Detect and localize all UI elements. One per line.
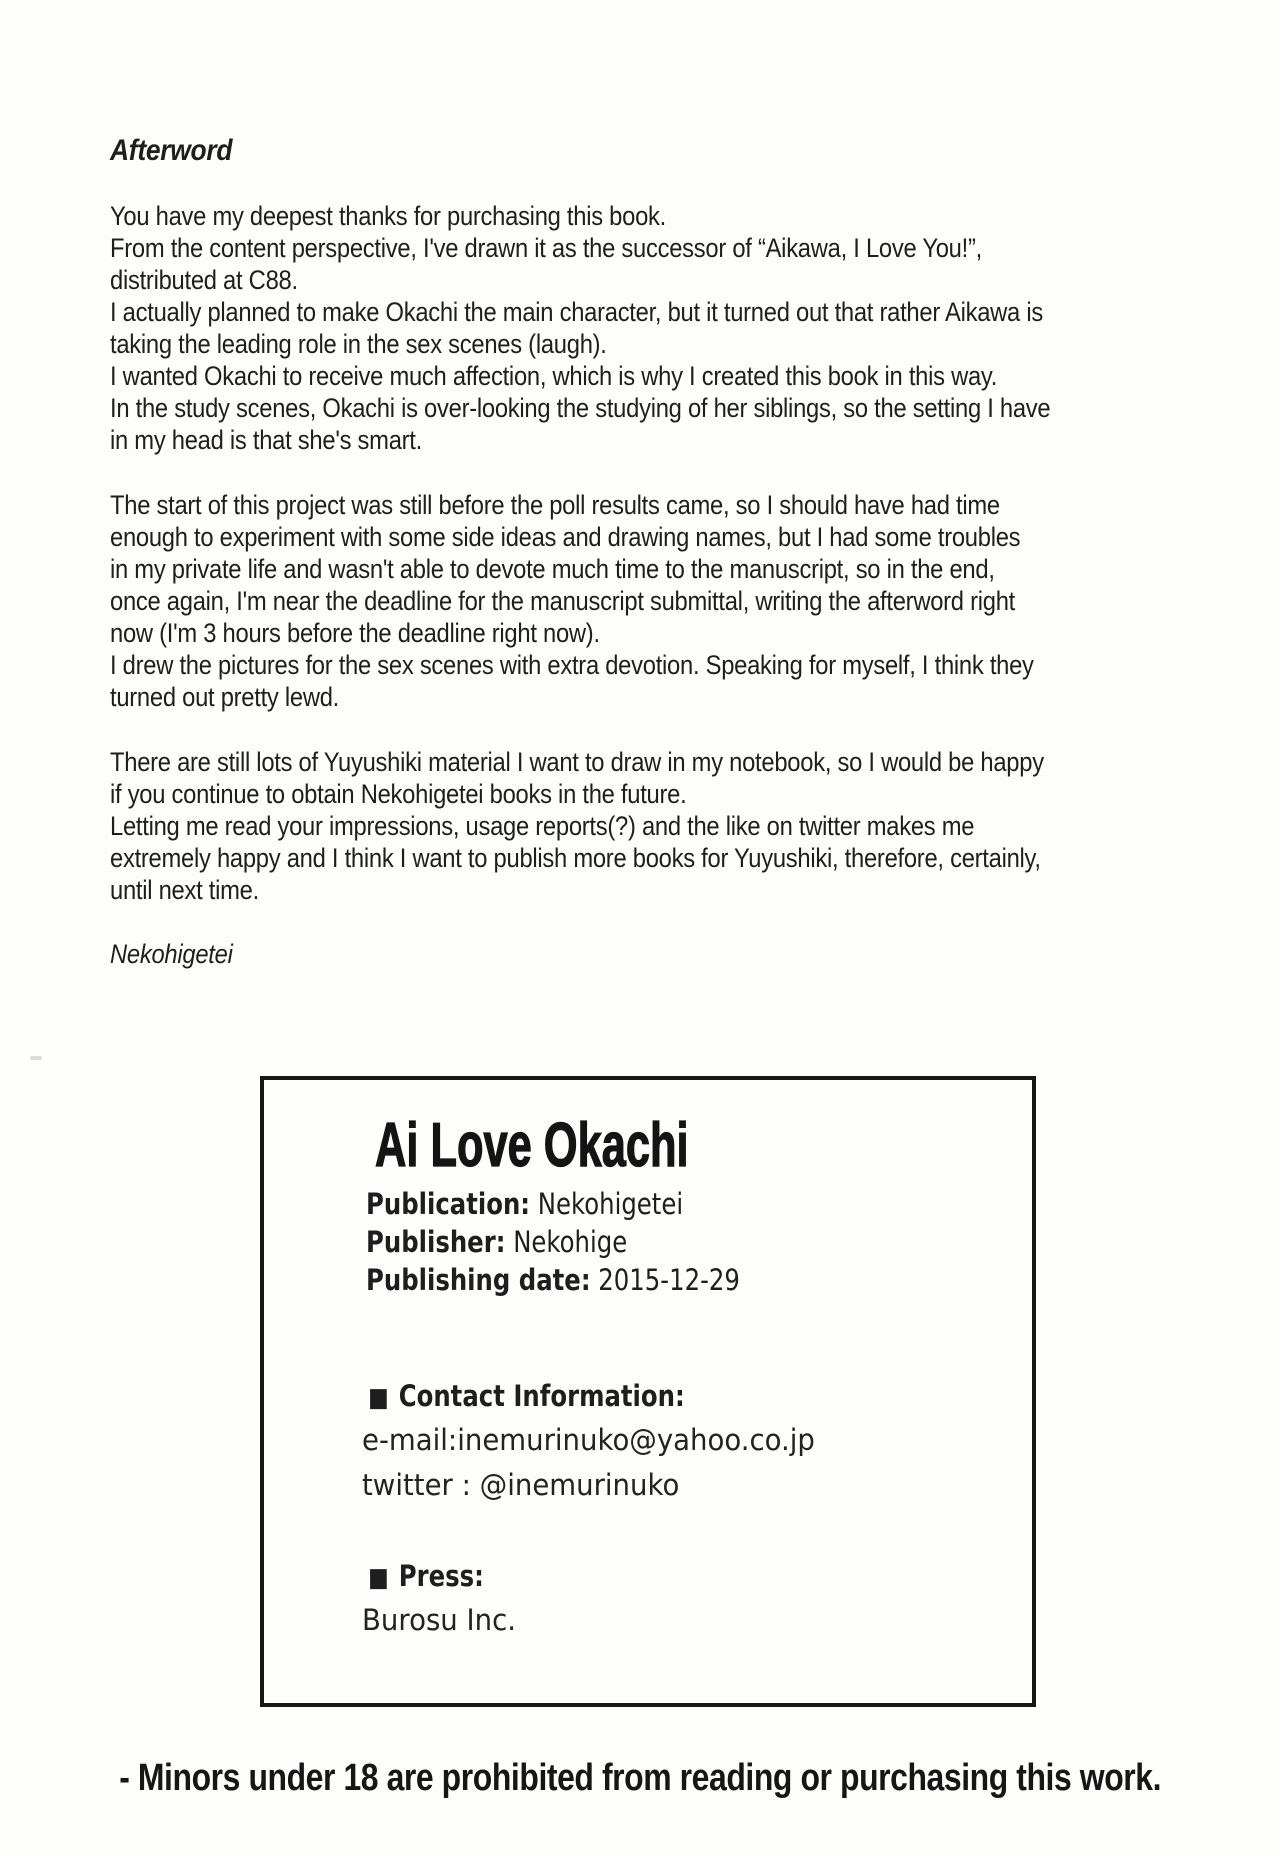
publication-label: Publication: [366, 1187, 531, 1221]
book-title: Ai Love Okachi [375, 1111, 689, 1180]
publisher-field [366, 1223, 1004, 1261]
text-line: You have my deepest thanks for purchasing this book. [110, 201, 666, 231]
text-line: I wanted Okachi to receive much affection, which is why I created this book in this way. [110, 361, 998, 391]
paragraph-2 [110, 489, 1219, 713]
text-line: now (I'm 3 hours before the deadline right now). [110, 618, 600, 648]
text-line: taking the leading role in the sex scenes (laugh). [110, 329, 607, 359]
press-heading-label: Press: [398, 1559, 484, 1593]
text-line: if you continue to obtain Nekohigetei books in the future. [110, 779, 687, 809]
paragraph-3 [110, 746, 1219, 906]
bullet-square-icon: ■ [368, 1563, 389, 1593]
publisher-label: Publisher: [366, 1225, 506, 1259]
author-signature: Nekohigetei [110, 939, 233, 969]
afterword-section [110, 135, 1219, 970]
twitter-line: twitter : @inemurinuko [362, 1468, 680, 1502]
publishing-date-value: 2015-12-29 [590, 1263, 740, 1297]
text-line: enough to experiment with some side ideas and drawing names, but I had some troubles [110, 522, 1021, 552]
scan-artifact [30, 1056, 42, 1060]
text-line: The start of this project was still before the poll results came, so I should have had time [110, 490, 1000, 520]
contact-heading [368, 1379, 1006, 1415]
text-line: In the study scenes, Okachi is over-looking the studying of her siblings, so the setting I have [110, 393, 1051, 423]
afterword-heading: Afterword [110, 134, 233, 167]
publication-value: Nekohigetei [530, 1187, 684, 1221]
text-line: once again, I'm near the deadline for the manuscript submittal, writing the afterword right [110, 586, 1015, 616]
text-line: I drew the pictures for the sex scenes with extra devotion. Speaking for myself, I think they [110, 650, 1034, 680]
paragraph-1 [110, 200, 1219, 456]
publication-field [366, 1185, 1004, 1223]
publishing-date-field [366, 1261, 1004, 1299]
footer-notice [0, 1758, 1280, 1798]
publisher-value: Nekohige [505, 1225, 628, 1259]
colophon-box [260, 1076, 1036, 1707]
text-line: distributed at C88. [110, 265, 298, 295]
text-line: until next time. [110, 875, 259, 905]
text-line: in my head is that she's smart. [110, 425, 422, 455]
text-line: I actually planned to make Okachi the main character, but it turned out that rather Aikawa is [110, 297, 1043, 327]
text-line: From the content perspective, I've drawn it as the successor of “Aikawa, I Love You!”, [110, 233, 982, 263]
text-line: extremely happy and I think I want to publish more books for Yuyushiki, therefore, certainly, [110, 843, 1041, 873]
email-line: e-mail:inemurinuko@yahoo.co.jp [362, 1423, 815, 1457]
text-line: in my private life and wasn't able to devote much time to the manuscript, so in the end, [110, 554, 995, 584]
text-line: turned out pretty lewd. [110, 682, 340, 712]
contact-heading-label: Contact Information: [398, 1379, 685, 1413]
text-line: Letting me read your impressions, usage reports(?) and the like on twitter makes me [110, 811, 975, 841]
text-line: There are still lots of Yuyushiki material I want to draw in my notebook, so I would be happy [110, 747, 1044, 777]
bullet-square-icon: ■ [368, 1383, 389, 1413]
press-heading [368, 1559, 1006, 1595]
publication-info [366, 1185, 1004, 1299]
age-restriction-text: - Minors under 18 are prohibited from reading or purchasing this work. [119, 1757, 1161, 1799]
press-value: Burosu Inc. [362, 1603, 517, 1637]
publishing-date-label: Publishing date: [366, 1263, 591, 1297]
